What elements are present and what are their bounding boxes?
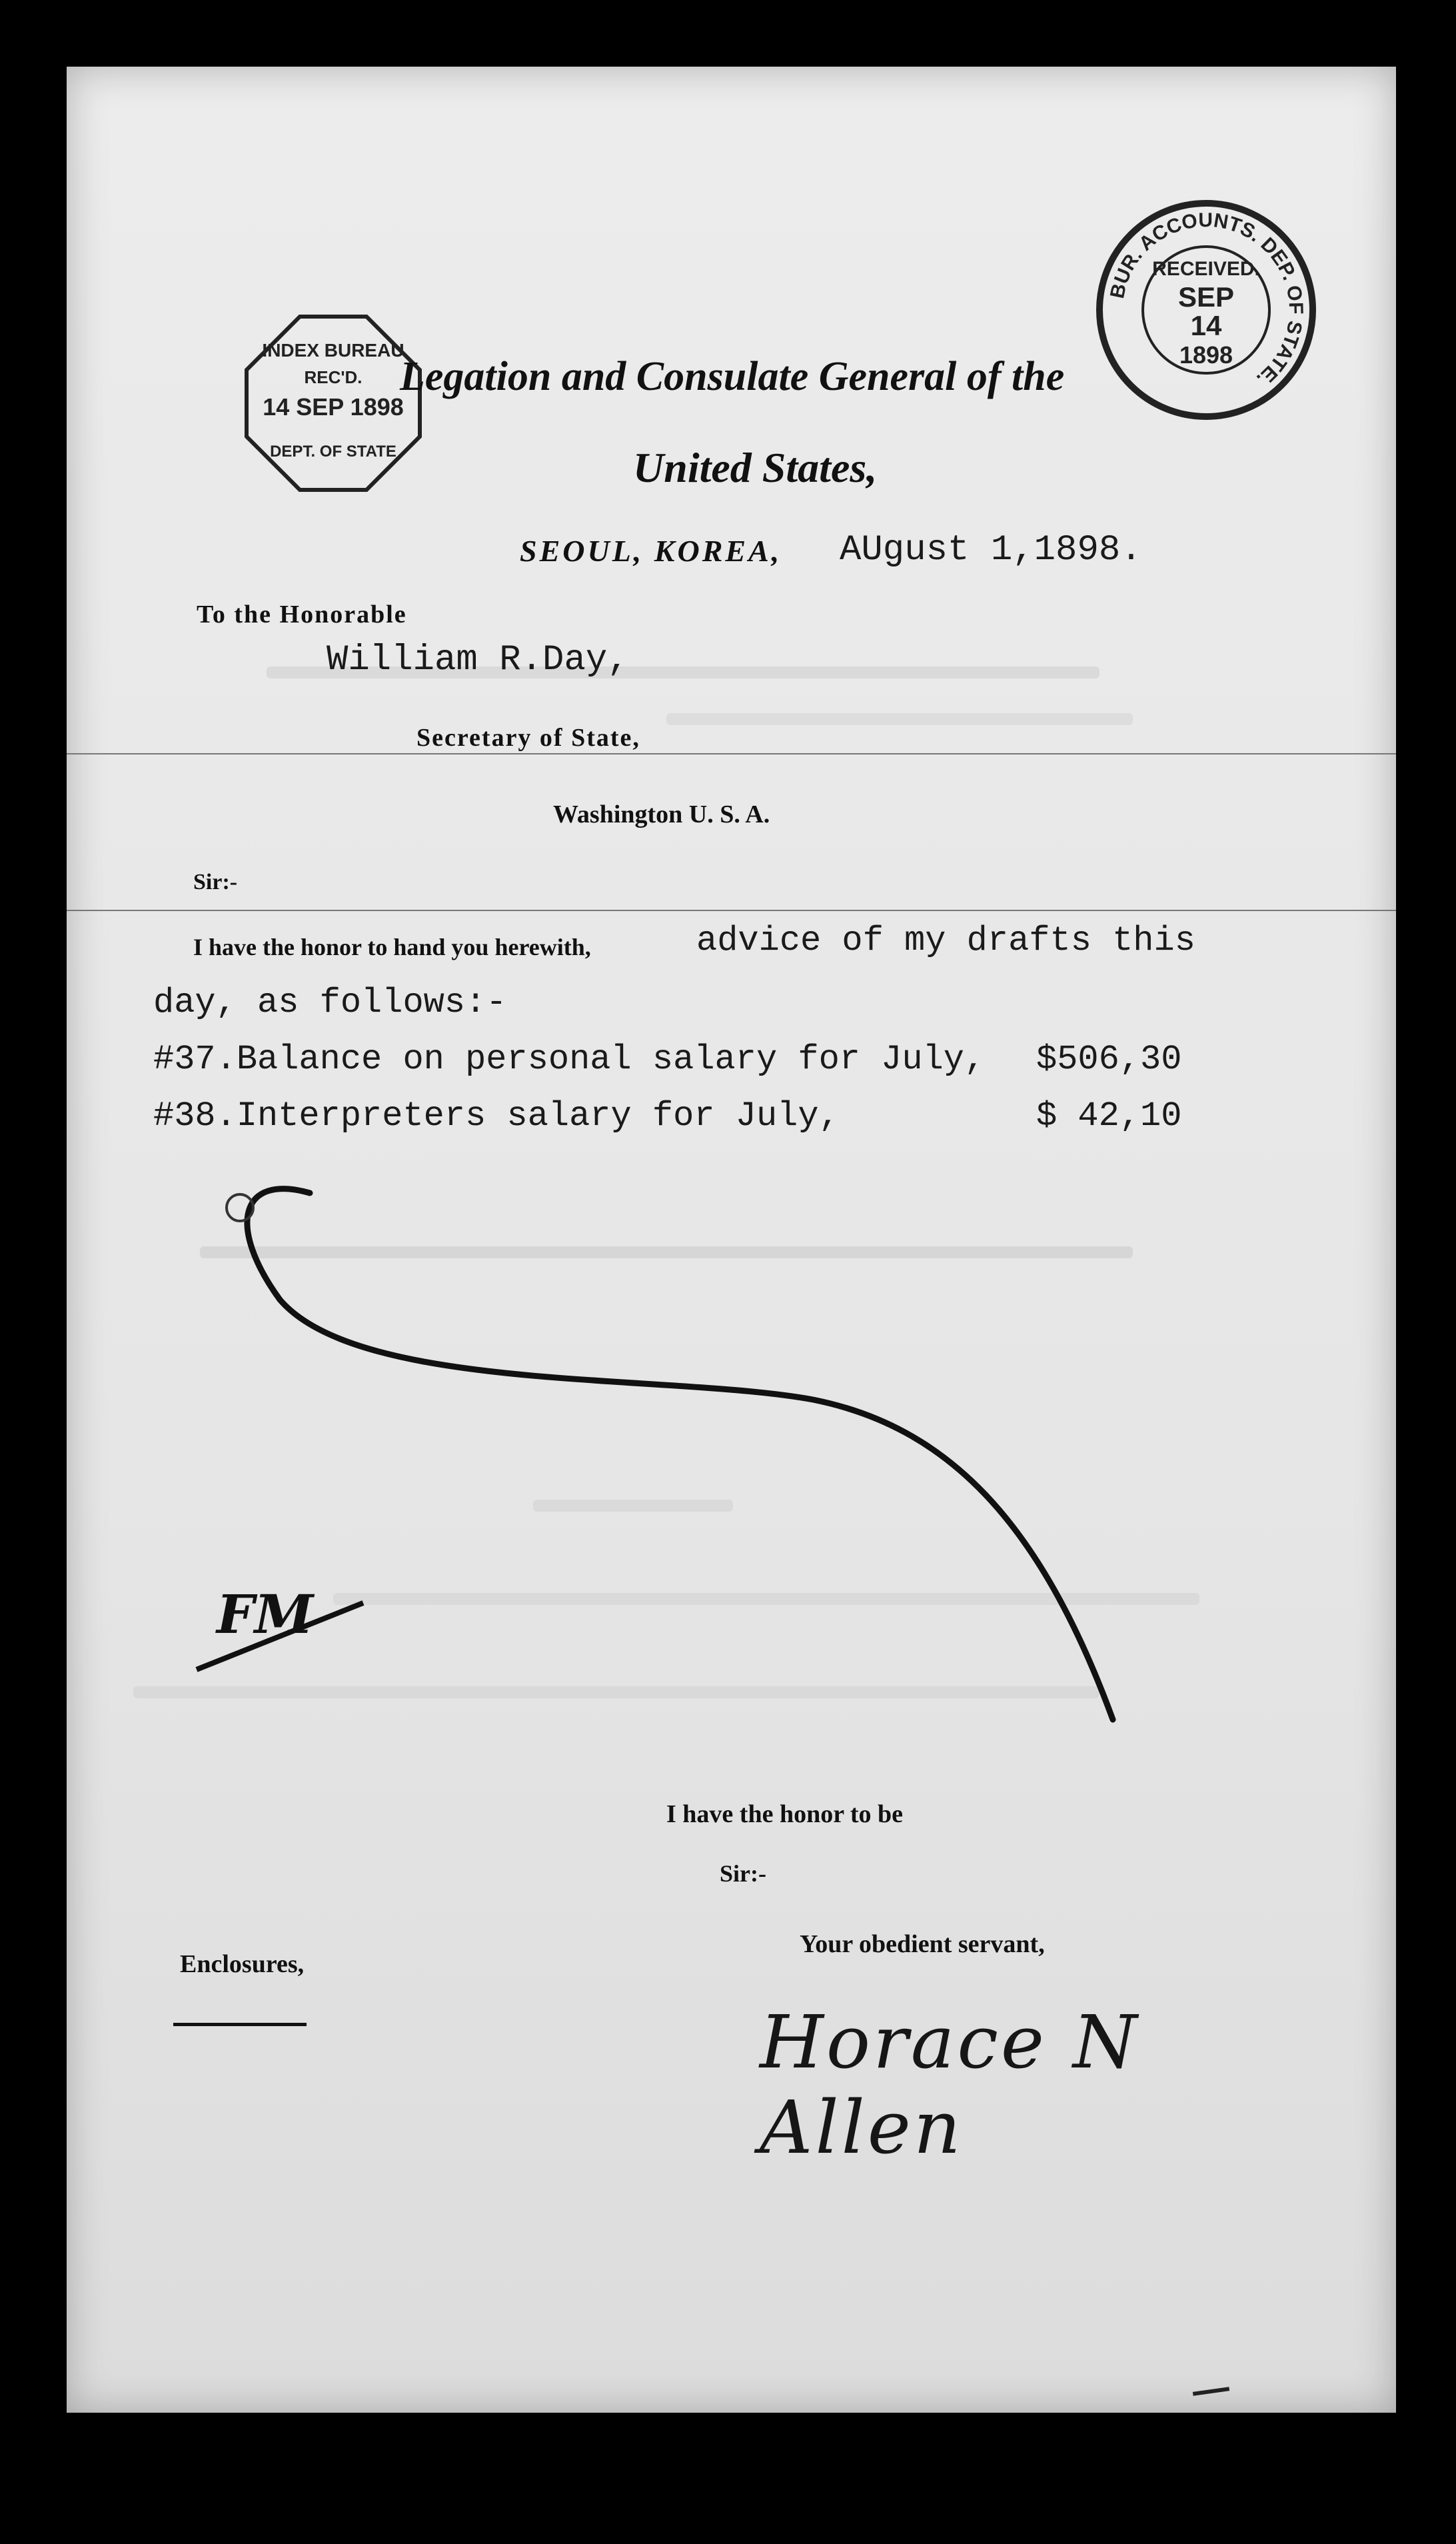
address-city: Washington U. S. A. bbox=[553, 800, 770, 828]
address-title: Secretary of State, bbox=[416, 724, 640, 752]
received-title: RECEIVED. bbox=[1152, 258, 1260, 280]
printed-rule bbox=[67, 753, 1396, 754]
closing-sir: Sir:- bbox=[720, 1860, 766, 1887]
received-month: SEP bbox=[1177, 281, 1235, 313]
stray-mark bbox=[1193, 2387, 1229, 2396]
letterhead-place: SEOUL, KOREA, bbox=[520, 534, 782, 568]
closing-enclosures: Enclosures, bbox=[180, 1950, 305, 1978]
body-intro-printed: I have the honor to hand you herewith, bbox=[193, 934, 591, 960]
body-line2: day, as follows:- bbox=[153, 983, 507, 1022]
closing-honor: I have the honor to be bbox=[666, 1800, 904, 1828]
address-to: To the Honorable bbox=[197, 601, 407, 629]
index-bureau-line1: INDEX BUREAU bbox=[262, 340, 404, 361]
body-intro-typed: advice of my drafts this bbox=[696, 921, 1195, 960]
bleed-through-mark bbox=[666, 713, 1133, 725]
draft-item-desc: #37.Balance on personal salary for July, bbox=[153, 1040, 986, 1079]
salutation-sir: Sir:- bbox=[193, 870, 238, 894]
marginal-initials bbox=[190, 1576, 376, 1683]
draft-item-amount: $ 42,10 bbox=[1036, 1096, 1182, 1136]
signature-text: Horace N Allen bbox=[760, 1999, 1140, 2170]
letter-page bbox=[67, 67, 1396, 2413]
letterhead-line1: Legation and Consulate General of the bbox=[400, 354, 1065, 399]
letterhead-date: AUgust 1,1898. bbox=[840, 530, 1142, 571]
received-year: 1898 bbox=[1179, 341, 1233, 369]
index-bureau-recd: REC'D. bbox=[304, 367, 363, 387]
index-bureau-stamp bbox=[240, 310, 426, 497]
index-bureau-date: 14 SEP 1898 bbox=[263, 393, 404, 421]
received-stamp bbox=[1093, 197, 1319, 423]
printed-rule bbox=[67, 910, 1396, 911]
draft-item-desc: #38.Interpreters salary for July, bbox=[153, 1096, 840, 1136]
enclosures-underline bbox=[173, 2023, 307, 2026]
address-name: William R.Day, bbox=[327, 640, 629, 680]
closing-servant: Your obedient servant, bbox=[800, 1930, 1045, 1958]
received-ring-text: BUR. ACCOUNTS. DEP. OF STATE. bbox=[1106, 209, 1307, 391]
letterhead-line2: United States, bbox=[633, 444, 878, 491]
received-day: 14 bbox=[1190, 310, 1222, 341]
marginal-initials-text: FM bbox=[217, 1583, 314, 1646]
index-bureau-line3: DEPT. OF STATE bbox=[270, 443, 396, 461]
signature bbox=[760, 1999, 1359, 2170]
draft-item-amount: $506,30 bbox=[1036, 1040, 1182, 1079]
